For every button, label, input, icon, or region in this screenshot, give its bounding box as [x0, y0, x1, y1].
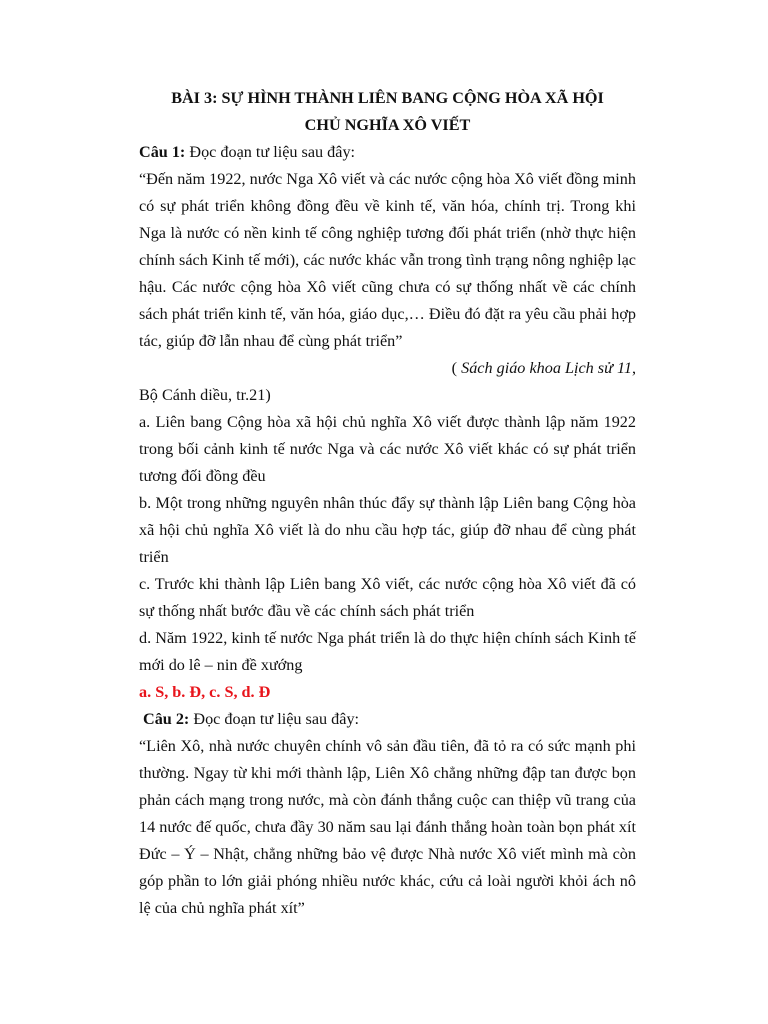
lesson-title — [139, 85, 636, 139]
question-1-option-a: a. Liên bang Cộng hòa xã hội chủ nghĩa Xô viết được thành lập năm 1922 trong bối cảnh kinh tế nước Nga và các nước Xô viết khác có sự phát triển tương đối đồng đều — [139, 413, 636, 485]
source-comma: , — [631, 359, 636, 377]
question-1-prompt: Đọc đoạn tư liệu sau đây: — [185, 143, 356, 161]
question-1-option-c: c. Trước khi thành lập Liên bang Xô viết, các nước cộng hòa Xô viết đã có sự thống nhất bước đầu về các chính sách phát triển — [139, 575, 636, 620]
question-2-quote: “Liên Xô, nhà nước chuyên chính vô sản đầu tiên, đã tỏ ra có sức mạnh phi thường. Ngay từ khi mới thành lập, Liên Xô chẳng những đập tan được bọn phản cách mạng trong nước, mà còn đánh thắng cuộc can thiệp vũ trang của 14 nước đế quốc, chưa đầy 30 năm sau lại đánh thắng hoàn toàn bọn phát xít Đức – Ý – Nhật, chẳng những bảo vệ được Nhà nước Xô viết mình mà còn góp phần to lớn giải phóng nhiều nước khác, cứu cả loài người khỏi ách nô lệ của chủ nghĩa phát xít” — [139, 737, 636, 917]
question-2-prompt: Đọc đoạn tư liệu sau đây: — [189, 710, 360, 728]
question-1-source — [139, 355, 636, 382]
source-open-paren: ( — [451, 359, 462, 377]
question-1-heading — [139, 139, 636, 166]
question-1-source-rest: Bộ Cánh diều, tr.21) — [139, 386, 271, 404]
document-page — [139, 85, 636, 922]
question-1-quote: “Đến năm 1922, nước Nga Xô viết và các nước cộng hòa Xô viết đồng minh có sự phát triển không đồng đều về kinh tế, văn hóa, chính trị. Trong khi Nga là nước có nền kinh tế công nghiệp tương đối phát triển (nhờ thực hiện chính sách Kinh tế mới), các nước khác vẫn trong tình trạng nông nghiệp lạc hậu. Các nước cộng hòa Xô viết cũng chưa có sự thống nhất về các chính sách phát triển kinh tế, văn hóa, giáo dục,… Điều đó đặt ra yêu cầu phải hợp tác, giúp đỡ lẫn nhau để cùng phát triển” — [139, 170, 636, 350]
question-2-label: Câu 2: — [143, 710, 190, 728]
lesson-title-line-1: BÀI 3: SỰ HÌNH THÀNH LIÊN BANG CỘNG HÒA XÃ HỘI — [171, 89, 604, 107]
question-1-option-b: b. Một trong những nguyên nhân thúc đẩy sự thành lập Liên bang Cộng hòa xã hội chủ nghĩa Xô viết là do nhu cầu hợp tác, giúp đỡ nhau để cùng phát triển — [139, 494, 636, 566]
question-1-option-d: d. Năm 1922, kinh tế nước Nga phát triển là do thực hiện chính sách Kinh tế mới do lê – nin đề xướng — [139, 629, 636, 674]
question-1-label: Câu 1: — [139, 143, 186, 161]
source-book-title: Sách giáo khoa Lịch sử 11 — [461, 359, 632, 377]
lesson-title-line-2: CHỦ NGHĨA XÔ VIẾT — [304, 116, 471, 134]
question-2-heading — [139, 706, 636, 733]
question-1-answer: a. S, b. Đ, c. S, d. Đ — [139, 683, 271, 701]
